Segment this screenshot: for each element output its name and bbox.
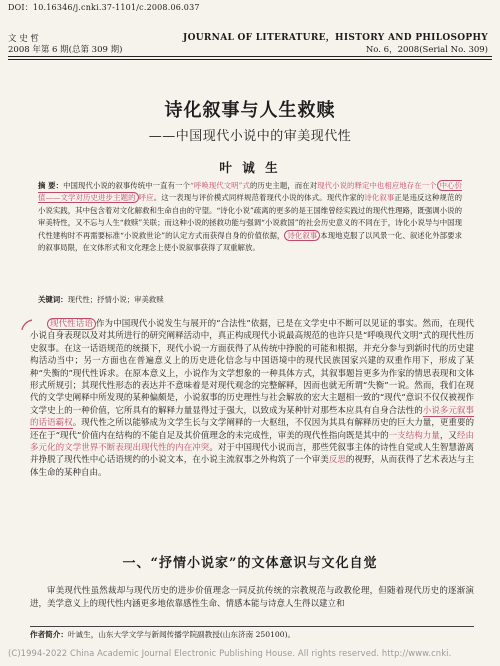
journal-header-cn (8, 34, 122, 56)
keywords-label: 关键词： (38, 295, 68, 304)
article-subtitle: ——中国现代小说中的审美现代性 (148, 129, 352, 144)
abstract-label: 摘 要： (38, 181, 64, 190)
keywords-text: 现代性；抒情小说；审美救赎 (67, 295, 164, 304)
abstract-highlight: “呼唤现代文明”式 (190, 181, 250, 190)
journal-name-cn: 文 史 哲 (8, 34, 39, 44)
header-rule-thin (8, 59, 492, 60)
body-highlight: 经由多元化的文学世界不断表现出现代性的内在冲突 (30, 430, 474, 454)
abstract-highlight: 诗化叙事 (364, 193, 395, 203)
abstract-text: 的历史主题，而在对 (249, 181, 318, 190)
body-text: ，又 (439, 430, 457, 441)
body-highlight: 现代性话语 (47, 318, 96, 330)
body-text: 的视野，从而获得了艺术表达与主体生命的某种自由。 (30, 455, 474, 478)
body-text: 。对于中国现代小说而言，那些凭叙事主体的诗性自觉或人生智慧游离并挣脱了现代性中心话语规约的小说文本，在小说主流叙事之外构筑了一个审美 (30, 443, 474, 466)
body-paragraph-2: 审美现代性虽然裁却与现代历史的进步价值理念一同反抗传统的宗教规范与政教伦理，但随着现代历史的逐渐演进，美学意义上的现代性内涵更多地依靠感性生命、情感本能与诗意人生得以建立和 (30, 586, 474, 609)
header-rule-thick (8, 56, 492, 57)
abstract-highlight: 诗化叙事 (284, 230, 320, 241)
abstract (38, 180, 462, 254)
copyright-watermark: (C)1994-2022 China Academic Journal Electronic Publishing House. All rights reserved. http://www.cnki. (8, 648, 452, 658)
journal-header-en (183, 32, 488, 56)
issue-info-cn: 2008 年第 6 期(总第 309 期) (8, 45, 123, 55)
article-title: 诗化叙事与人生救赎 (164, 100, 336, 121)
footnote-label: 作者简介： (30, 630, 68, 639)
abstract-text: 正是违反这种规范的小说实践，其中包含着对文化解救和生命自由的守望。“诗化小说”疏离的更多的是王国维曾经实践过的现代性理路，既强调小说的审美特性，又不忘与人生“救赎”关联；而这种小说的拯救功能与强调“小说救国”的社会历史意义的不同在于，诗化小说导与中国现代性建构时不再需要标准“小说救世论”的认定方式而获得自身的价值依据， (38, 193, 462, 240)
abstract-highlight: 呼应 (138, 193, 154, 203)
doi-line: DOI：10.16346/j.cnki.37-1101/c.2008.06.037 (8, 3, 200, 12)
body-text: 。现代性之所以能够成为文学生长与文学阐释的一大枢纽，不仅因为其具有解释历史的巨大力量，更重要的还在于“现代”价值内在结构的不能自足及其价值理念的未完成性，审美的现代性指向既是其中的 (30, 418, 474, 441)
body-highlight: 反思 (328, 455, 346, 466)
keywords (38, 294, 462, 306)
body-highlight: 一支结构力量 (388, 430, 440, 441)
article-author: 叶 诚 生 (219, 160, 281, 175)
body-paragraph (30, 318, 474, 479)
footnote-text: 叶诚生，山东大学文学与新闻传播学院副教授(山东济南 250100)。 (67, 630, 296, 639)
journal-name-en: JOURNAL OF LITERATURE，HISTORY AND PHILOSOPHY (183, 33, 488, 43)
abstract-highlight: 现代小说的释定中也相应地存在一个 (317, 181, 437, 190)
abstract-highlight: 中心价值——文学对历史进步主题的 (38, 181, 462, 203)
issue-info-en: No. 6，2008(Serial No. 309) (365, 45, 488, 55)
abstract-text: 本现地克服了以风景一化、叙述化外部要求的叙事局限，在文体形式和文化理念上使小说叙事获得了双重解放。 (38, 230, 462, 253)
abstract-text: 。这一表现与评价模式同样规范着现代小说的体式。现代作家的 (153, 193, 365, 203)
author-footnote (30, 626, 474, 641)
body-highlight: 小说多元叙事的话语霸权 (30, 405, 474, 429)
body-text: 作为中国现代小说发生与展开的“合法性”依据，已是在文学史中不断可以见证的事实。然而，在现代小说自身表现以及对其所进行的研究阐释活动中，真正构成现代小说最高规范的也许只是“呼唤现代文明”式的现代性历史叙事。在这一话语规范的统摄下，现代小说一方面获得了从传统中挣脱的可能和根据，并充分参与到新时代的历史建构活动当中；另一方面也在普遍意义上的历史进化信念与中国语境中的现代民族国家兴建的双重作用下，形成了某种“失衡的”现代性诉求。在原本意义上，小说作为文学想象的一种具体方式，其叙事题旨更多为作家的情思表现和文体形式所规引；其现代性形态的表达并不意味着是对现代观念的完整解释，因而也就无所谓“失衡”一说。然而，我们在现代的文学史阐释中所发现的某种偏颇是，小说叙事的历史理性与社会解放的宏大主题相一致的“现代”意识不仅仅被视作文学史上的一种价值，它所具有的解释力量显得过于强大，以致成为某种针对那些本应具有自身合法性的 (30, 319, 474, 416)
abstract-text: 中国现代小说的叙事传统中一直有一个 (63, 181, 190, 190)
section-heading: 一、“抒情小说家”的文体意识与文化自觉 (122, 556, 378, 571)
